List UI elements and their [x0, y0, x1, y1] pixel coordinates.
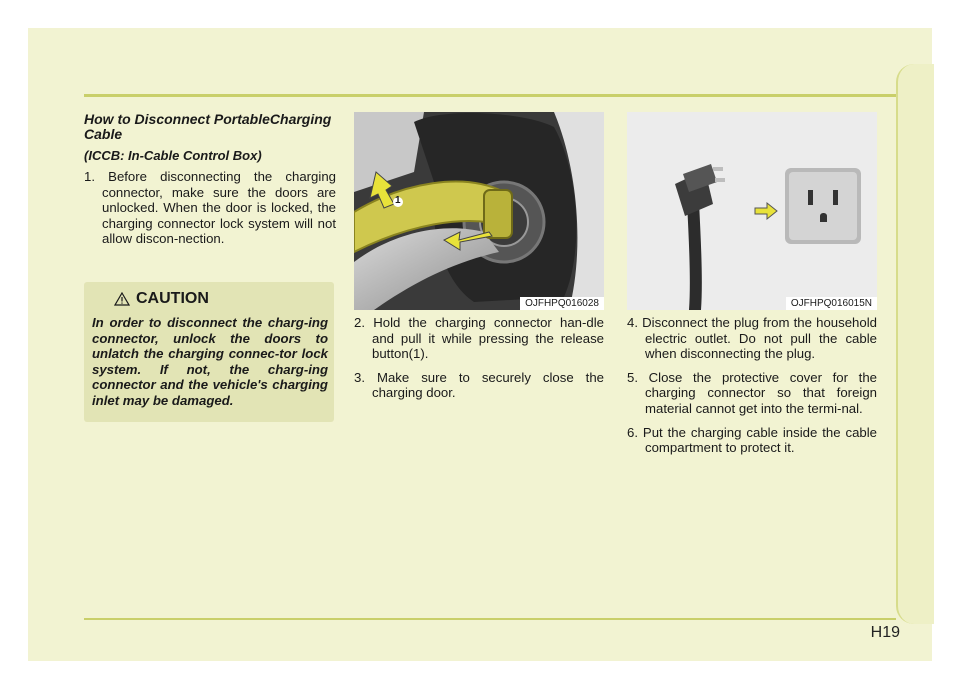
figure-charging-connector — [354, 112, 604, 310]
release-button-callout: 1 — [395, 195, 401, 206]
right-column — [627, 315, 877, 464]
step-1: 1. Before disconnecting the charging connector, make sure the doors are unlocked. When the door is locked, the charging connector lock system will not allow discon-nection. — [84, 169, 336, 247]
figure-code: OJFHPQ016028 — [520, 297, 604, 310]
header-rule — [84, 94, 896, 97]
warning-icon — [114, 292, 130, 306]
caution-box — [84, 282, 334, 422]
caution-header — [114, 290, 209, 308]
section-subtitle: (ICCB: In-Cable Control Box) — [84, 148, 262, 163]
step-6: 6. Put the charging cable inside the cable compartment to protect it. — [627, 424, 877, 456]
caution-title: CAUTION — [136, 290, 209, 307]
left-column — [84, 112, 336, 255]
figure-plug-outlet — [627, 112, 877, 310]
section-title: How to Disconnect PortableCharging Cable — [84, 111, 332, 142]
page-edge-tab — [896, 64, 934, 624]
connector-illustration — [354, 112, 604, 310]
step-3: 3. Make sure to securely close the charging door. — [354, 369, 604, 401]
step-4: 4. Disconnect the plug from the household electric outlet. Do not pull the cable when disconnecting the plug. — [627, 315, 877, 362]
footer-rule — [84, 618, 896, 620]
figure-code: OJFHPQ016015N — [786, 297, 877, 310]
middle-column — [354, 315, 604, 409]
plug-illustration — [627, 112, 877, 310]
page-number: H19 — [870, 624, 900, 641]
caution-text: In order to disconnect the charg-ing connector, unlock the doors to unlatch the charging connec-tor lock system. If not, the charg-ing connector and the vehicle's charging inlet may be damaged. — [92, 315, 328, 408]
step-2: 2. Hold the charging connector han-dle and pull it while pressing the release button(1). — [354, 315, 604, 362]
step-5: 5. Close the protective cover for the charging connector so that foreign material cannot get into the termi-nal. — [627, 369, 877, 416]
